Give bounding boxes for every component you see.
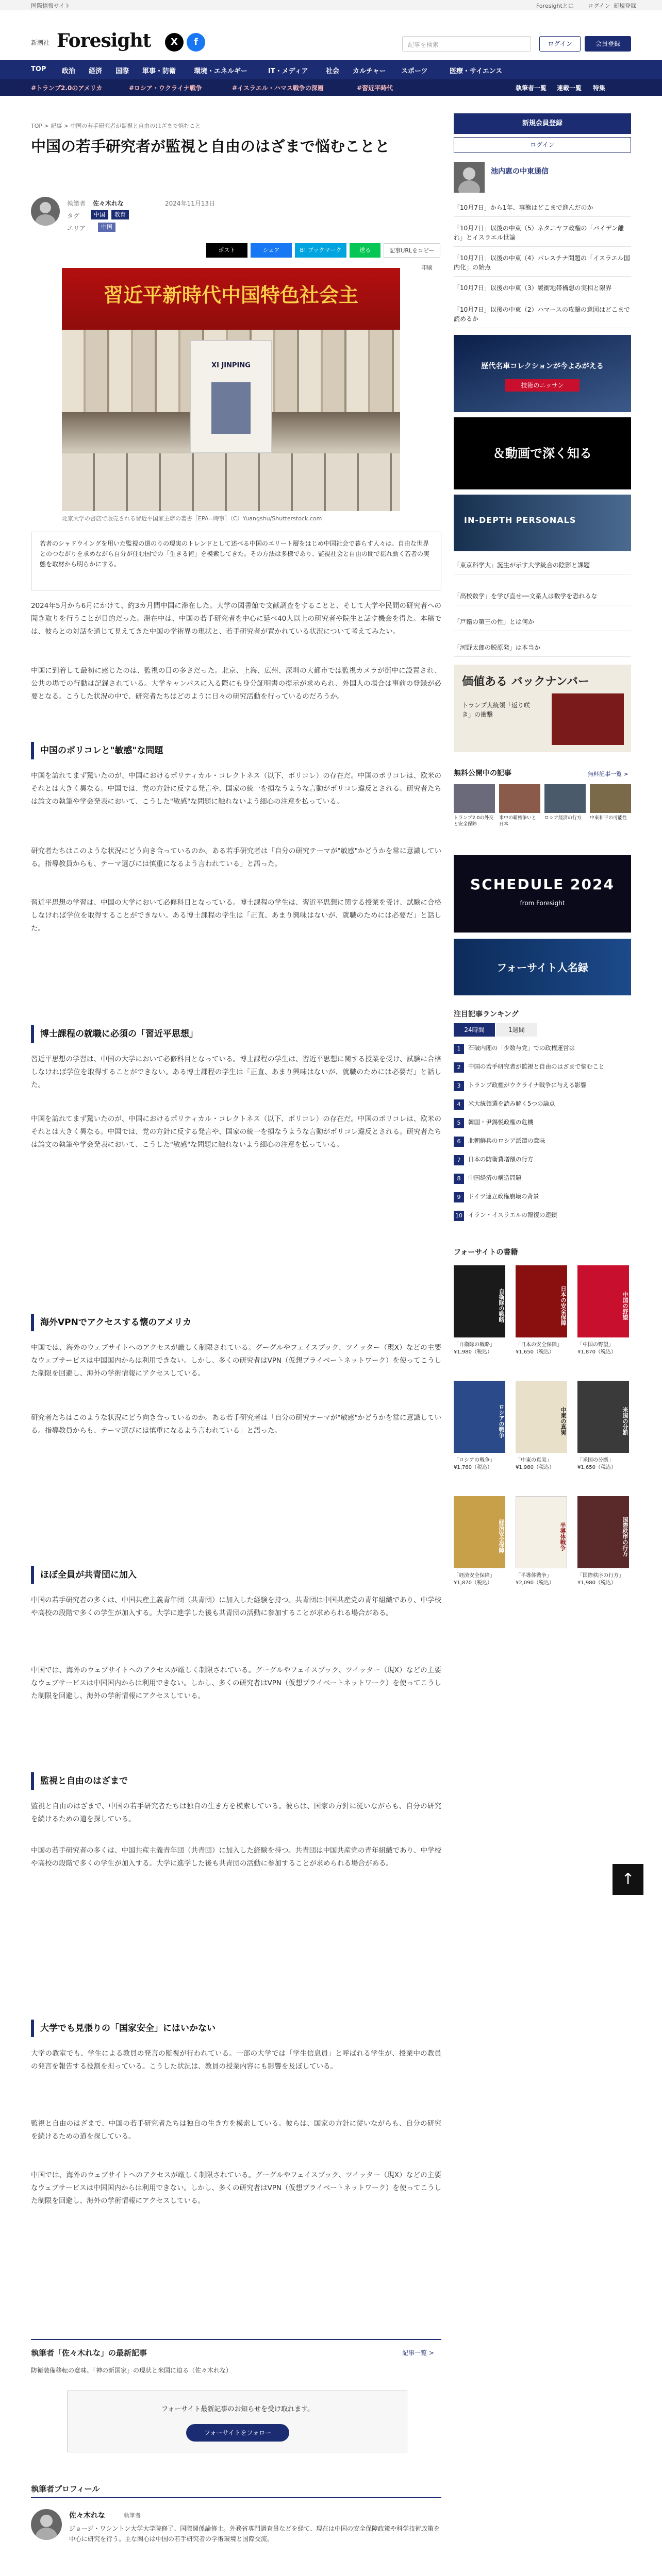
- tag-label: タグ: [67, 212, 80, 219]
- facebook-icon[interactable]: f: [187, 33, 205, 52]
- section-heading: 監視と自由のはざまで: [31, 1772, 441, 1790]
- share-facebook-button[interactable]: シェア: [251, 243, 292, 258]
- book-caption[interactable]: 「半導体戦争」 ¥2,090（税込）: [516, 1573, 554, 1586]
- book-cover[interactable]: 中国の野望: [577, 1265, 629, 1337]
- book-cover[interactable]: 半導体戦争: [516, 1496, 567, 1568]
- body-paragraph: 中国の若手研究者の多くは、中国共産主義青年団（共青団）に加入した経験を持つ。共青団は中国共産党の青年組織であり、中学校や高校の段階で多くの学生が加入する。大学に進学した後も共青団の活動に参加することが求められる場合がある。: [31, 1596, 441, 1617]
- body-paragraph: 大学の教室でも、学生による教員の発言の監視が行われている。一部の大学では「学生信息員」と呼ばれる学生が、授業中の教員の発言を報告する役割を担っている。こうした状況は、教員の授業内容にも影響を及ぼしている。: [31, 2049, 441, 2071]
- article-title: 中国の若手研究者が監視と自由のはざまで悩むことと: [31, 138, 390, 155]
- body-paragraph: 研究者たちはこのような状況にどう向き合っているのか。ある若手研究者は「自分の研究テーマが"敏感"かどうかを常に意識している。指導教員からも、テーマ選びには慎重になるよう言われている」と語った。: [31, 847, 441, 868]
- column-item[interactable]: 「10月7日」以後の中東（4）パレスチナ問題の「イスラエル国内化」の始点: [454, 249, 631, 277]
- area-label: エリア: [67, 225, 86, 232]
- body-paragraph: 監視と自由のはざまで、中国の若手研究者たちは独自の生き方を模索している。彼らは、国家の方針に従いながらも、自分の研究を続けるための道を探している。: [31, 2120, 441, 2141]
- persons-title: フォーサイト人名録: [496, 961, 588, 974]
- section-heading: 博士課程の就職に必須の「習近平思想」: [31, 1025, 441, 1043]
- nav-item-sports[interactable]: スポーツ: [401, 67, 428, 75]
- section-heading: 大学でも見張りの「国家安全」にはいかない: [31, 2020, 441, 2037]
- book-caption[interactable]: 「中東の真実」 ¥1,980（税込）: [516, 1458, 554, 1470]
- column-item[interactable]: 「10月7日」以後の中東（5）ネタニヤフ政権の「バイデン離れ」とイスラエル世論: [454, 219, 631, 247]
- body-paragraph: 中国では、海外のウェブサイトへのアクセスが厳しく制限されている。グーグルやフェイスブック、ツイッター（現X）などの主要なウェブサービスは中国国内からは利用できない。しかし、多くの研究者はVPN（仮想プライベートネットワーク）を使ってこうした制限を回避し、海外の学術情報にアクセスしている。: [31, 1666, 441, 1700]
- profile-name[interactable]: 佐々木れな: [69, 2512, 105, 2520]
- rank-number: 3: [454, 1081, 464, 1091]
- schedule-title: SCHEDULE 2024: [470, 876, 615, 893]
- video-banner[interactable]: [454, 417, 631, 489]
- book-caption[interactable]: 「国際秩序の行方」 ¥1,980（税込）: [577, 1573, 624, 1586]
- free-article-title[interactable]: ロシア経済の行方: [544, 816, 582, 821]
- header-login-button[interactable]: ログイン: [539, 36, 581, 52]
- ranking-tab-24h[interactable]: 24時間: [454, 1023, 495, 1037]
- body-paragraph: 中国では、海外のウェブサイトへのアクセスが厳しく制限されている。グーグルやフェイスブック、ツイッター（現X）などの主要なウェブサービスは中国国内からは利用できない。しかし、多くの研究者はVPN（仮想プライベートネットワーク）を使ってこうした制限を回避し、海外の学術情報にアクセスしている。: [31, 1344, 441, 1378]
- book-stacks: [62, 453, 400, 511]
- site-logo[interactable]: Foresight: [57, 30, 151, 52]
- publisher-name: 新潮社: [31, 39, 50, 46]
- rank-number: 5: [454, 1118, 464, 1128]
- rank-number: 4: [454, 1099, 464, 1110]
- sidebar-register-button[interactable]: 新規会員登録: [454, 113, 631, 134]
- author-name[interactable]: 佐々木れな: [93, 200, 124, 207]
- book-cover[interactable]: 米国の分断: [577, 1381, 629, 1453]
- nav-item-politics[interactable]: 政治: [62, 67, 76, 75]
- in-depth-title: IN-DEPTH PERSONALS: [464, 515, 576, 525]
- about-link[interactable]: Foresightとは: [536, 3, 574, 9]
- rank-number: 2: [454, 1062, 464, 1073]
- x-icon[interactable]: X: [165, 33, 184, 52]
- rank-number: 8: [454, 1174, 464, 1184]
- series-link[interactable]: 連載一覧: [557, 84, 582, 92]
- rank-item[interactable]: 中国の若手研究者が監視と自由のはざまで悩むこと: [468, 1063, 605, 1070]
- profile-heading: 執筆者プロフィール: [31, 2483, 441, 2498]
- copy-url-button[interactable]: 記事URLをコピー: [384, 243, 440, 258]
- topic-russia-ukraine[interactable]: #ロシア・ウクライナ戦争: [129, 84, 202, 92]
- rank-item[interactable]: 日本の防衛費増額の行方: [468, 1156, 534, 1163]
- share-x-button[interactable]: ポスト: [206, 243, 247, 258]
- header-register-button[interactable]: 会員登録: [585, 36, 631, 52]
- article-list-link[interactable]: 記事一覧 >: [402, 2349, 434, 2357]
- hero-banner-text: 習近平新時代中国特色社会主: [103, 283, 358, 307]
- sidebar-news-item[interactable]: 「高校数学」を学び直せ──文系人は数学を恐れるな: [454, 587, 631, 605]
- body-paragraph: 研究者たちはこのような状況にどう向き合っているのか。ある若手研究者は「自分の研究テーマが"敏感"かどうかを常に意識している。指導教員からも、テーマ選びには慎重になるよう言われている」と語った。: [31, 1414, 441, 1435]
- nav-item-top[interactable]: TOP: [31, 65, 46, 73]
- sidebar-news-item[interactable]: 「東京科学大」誕生が示す大学統合の陰影と課題: [454, 556, 631, 574]
- free-article-title[interactable]: 中東和平の可能性: [590, 816, 627, 821]
- rank-number: 7: [454, 1155, 464, 1165]
- hero-caption: 北京大学の書店で販売される習近平国家主席の著書［EPA=時事］（C）Yuangshu/Shutterstock.com: [62, 515, 322, 522]
- follow-box-text: フォーサイト最新記事のお知らせを受け取れます。: [161, 2405, 314, 2413]
- follow-button[interactable]: フォーサイトをフォロー: [186, 2424, 289, 2442]
- profile-role: 執筆者: [124, 2512, 141, 2519]
- book-caption[interactable]: 「ロシアの戦争」 ¥1,760（税込）: [454, 1458, 495, 1470]
- columnist-photo: [454, 162, 485, 193]
- ad-banner-title: 歴代名車コレクションが今よみがえる: [481, 362, 604, 370]
- area-chip[interactable]: 中国: [98, 223, 115, 232]
- rank-item[interactable]: イラン・イスラエルの報復の連鎖: [468, 1211, 557, 1218]
- features-link[interactable]: 特集: [593, 84, 606, 92]
- section-heading: 中国のポリコレと"敏感"な問題: [31, 742, 441, 759]
- topic-trump[interactable]: #トランプ2.0のアメリカ: [31, 84, 103, 92]
- rank-item[interactable]: 韓国・尹錫悦政権の危機: [468, 1118, 534, 1126]
- body-paragraph: 中国の若手研究者の多くは、中国共産主義青年団（共青団）に加入した経験を持つ。共青団は中国共産党の青年組織であり、中学校や高校の段階で多くの学生が加入する。大学に進学した後も共青団の活動に参加することが求められる場合がある。: [31, 1846, 441, 1868]
- search-input[interactable]: 記事を検索: [402, 36, 531, 52]
- latest-article-item[interactable]: 防衛装備移転の意味、「神の新国家」の現状と米国に迫る（佐々木れな）: [31, 2367, 233, 2374]
- schedule-banner[interactable]: [454, 855, 631, 933]
- nav-item-international[interactable]: 国際: [115, 67, 129, 75]
- body-paragraph: 習近平思想の学習は、中国の大学において必修科目となっている。博士課程の学生は、習近平思想に関する授業を受け、試験に合格しなければ学位を取得することができない。ある博士課程の学生は「正直、あまり興味はないが、就職のためには必要だ」と話した。: [31, 899, 441, 933]
- profile-text: ジョージ・ワシントン大学大学院修了、国際関係論修士。外務省専門調査員などを経て、現在は中国の安全保障政策や科学技術政策を中心に研究を行う。主な関心は中国の若手研究者の学術環境と国際交流。: [69, 2525, 440, 2543]
- schedule-sub: from Foresight: [520, 900, 565, 907]
- body-paragraph: 中国を訪れてまず驚いたのが、中国におけるポリティカル・コレクトネス（以下、ポリコレ）の存在だ。中国のポリコレは、欧米のそれとは大きく異なる。中国では、党の方針に反する発言や、国家の統一を損なうような言動がポリコレ違反とされる。研究者たちは論文の執筆や学会発表において、こうした"敏感"な問題に触れないよう細心の注意を払っている。: [31, 1115, 441, 1149]
- nav-item-energy[interactable]: 環境・エネルギー: [194, 67, 248, 75]
- column-item[interactable]: 「10月7日」以後の中東（3）緩衝地帯構想の実相と限界: [454, 279, 631, 297]
- follow-box: [67, 2391, 407, 2452]
- rank-number: 6: [454, 1137, 464, 1147]
- free-article-thumb[interactable]: [544, 784, 586, 813]
- book-cover[interactable]: 経済安全保障: [454, 1496, 505, 1568]
- rank-number: 10: [454, 1211, 464, 1221]
- login-link[interactable]: ログイン: [588, 3, 610, 9]
- print-button[interactable]: 印刷: [412, 261, 441, 275]
- section-heading: 海外VPNでアクセスする懐のアメリカ: [31, 1314, 441, 1331]
- authors-link[interactable]: 執筆者一覧: [516, 84, 547, 92]
- backnumber-image: [552, 693, 624, 745]
- body-paragraph: 監視と自由のはざまで、中国の若手研究者たちは独自の生き方を模索している。彼らは、国家の方針に従いながらも、自分の研究を続けるための道を探している。: [31, 1802, 441, 1823]
- book-caption[interactable]: 「中国の野望」 ¥1,870（税込）: [577, 1342, 616, 1355]
- sidebar-news-item[interactable]: 「戸籍の第三の性」とは何か: [454, 613, 631, 631]
- column-title[interactable]: 池内恵の中東通信: [491, 167, 549, 176]
- book-caption[interactable]: 「経済安全保障」 ¥1,870（税込）: [454, 1573, 495, 1586]
- book-cover[interactable]: 中東の真実: [516, 1381, 567, 1453]
- site-label: 国際情報サイト: [31, 3, 71, 9]
- section-heading: ほぼ全員が共青団に加入: [31, 1566, 441, 1584]
- breadcrumb[interactable]: TOP > 記事 > 中国の若手研究者が監視と自由のはざまで悩むこと: [31, 123, 201, 129]
- author-avatar[interactable]: [31, 197, 60, 226]
- book-title: XI JINPING: [211, 362, 251, 369]
- rank-number: 1: [454, 1044, 464, 1054]
- rank-item[interactable]: トランプ政権がウクライナ戦争に与える影響: [468, 1081, 587, 1089]
- rank-item[interactable]: ドイツ連立政権崩壊の背景: [468, 1193, 539, 1200]
- free-articles-heading: 無料公開中の記事: [454, 769, 511, 777]
- in-depth-banner[interactable]: [454, 495, 631, 551]
- ad-banner-sub: 技術のニッサン: [505, 379, 580, 392]
- publish-date: 2024年11月13日: [165, 200, 216, 207]
- column-item[interactable]: 「10月7日」から1年、事態はどこまで進んだのか: [454, 199, 631, 217]
- register-link[interactable]: 新規登録: [614, 3, 636, 9]
- book-cover[interactable]: 自衛隊の戦略: [454, 1265, 505, 1337]
- top-utility-bar: [0, 0, 662, 10]
- backnumber-title: 価値ある バックナンバー: [462, 675, 590, 688]
- book-cover: [190, 340, 272, 453]
- topic-nav: [0, 79, 662, 96]
- article-summary: 若者のシャドウイングを用いた監視の道のりの現実のトレンドとして述べる中国のエリート層をはじめ中国社会で暮らす人々は、自由な世界とのつながりを求めながら自分が住む国での「生きる術」を模索してきた。その方法は多様であり、監視社会と自由の間で揺れ動く若者の実態を取材から明らかにする。: [31, 532, 441, 590]
- book-cover[interactable]: 国際秩序の行方: [577, 1496, 629, 1568]
- book-portrait: [211, 382, 251, 434]
- book-caption[interactable]: 「自衛隊の戦略」 ¥1,980（税込）: [454, 1342, 495, 1355]
- brand-header: [0, 10, 662, 60]
- book-caption[interactable]: 「米国の分断」 ¥1,650（税込）: [577, 1458, 616, 1470]
- share-hatena-button[interactable]: B! ブックマーク: [295, 243, 346, 258]
- backnumber-sub: トランプ大統領「返り咲き」の衝撃: [462, 702, 531, 718]
- nav-item-society[interactable]: 社会: [326, 67, 340, 75]
- rank-number: 9: [454, 1192, 464, 1202]
- author-label: 執筆者: [67, 200, 86, 207]
- nav-item-economy[interactable]: 経済: [89, 67, 103, 75]
- main-nav: [0, 60, 662, 79]
- tag-chip-education[interactable]: 教育: [111, 210, 129, 219]
- nav-item-defense[interactable]: 軍事・防衛: [142, 67, 176, 75]
- book-cover[interactable]: ロシアの戦争: [454, 1381, 505, 1453]
- nav-item-culture[interactable]: カルチャー: [353, 67, 386, 75]
- body-paragraph: 習近平思想の学習は、中国の大学において必修科目となっている。博士課程の学生は、習近平思想に関する授業を受け、試験に合格しなければ学位を取得することができない。ある博士課程の学生は「正直、あまり興味はないが、就職のためには必要だ」と話した。: [31, 1055, 441, 1089]
- rank-item[interactable]: 石破内閣の「少数与党」での政権運営は: [468, 1044, 575, 1052]
- video-banner-title: ＆動画で深く知る: [493, 446, 592, 461]
- book-caption[interactable]: 「日本の安全保障」 ¥1,650（税込）: [516, 1342, 562, 1355]
- hero-image: [62, 268, 400, 511]
- free-article-thumb[interactable]: [499, 784, 540, 813]
- free-articles-more[interactable]: 無料記事一覧 >: [588, 771, 628, 777]
- book-cover[interactable]: 日本の安全保障: [516, 1265, 567, 1337]
- body-paragraph: 中国を訪れてまず驚いたのが、中国におけるポリティカル・コレクトネス（以下、ポリコレ）の存在だ。中国のポリコレは、欧米のそれとは大きく異なる。中国では、党の方針に反する発言や、国家の統一を損なうような言動がポリコレ違反とされる。研究者たちは論文の執筆や学会発表において、こうした"敏感"な問題に触れないよう細心の注意を払っている。: [31, 772, 441, 806]
- rank-item[interactable]: 北朝鮮兵のロシア派遣の意味: [468, 1137, 545, 1144]
- free-article-thumb[interactable]: [454, 784, 495, 813]
- sidebar-news-item[interactable]: 「河野太郎の脱原発」は本当か: [454, 639, 631, 657]
- body-paragraph: 中国では、海外のウェブサイトへのアクセスが厳しく制限されている。グーグルやフェイスブック、ツイッター（現X）などの主要なウェブサービスは中国国内からは利用できない。しかし、多くの研究者はVPN（仮想プライベートネットワーク）を使ってこうした制限を回避し、海外の学術情報にアクセスしている。: [31, 2171, 441, 2205]
- latest-articles-heading: 執筆者「佐々木れな」の最新記事: [31, 2348, 147, 2358]
- books-heading: フォーサイトの書籍: [454, 1248, 518, 1257]
- topic-xi-era[interactable]: #習近平時代: [357, 84, 393, 92]
- rank-item[interactable]: 米大統領選を読み解く5つの論点: [468, 1100, 555, 1107]
- backnumber-banner[interactable]: [454, 665, 631, 752]
- share-line-button[interactable]: 送る: [350, 243, 380, 258]
- profile-avatar: [31, 2509, 62, 2540]
- tag-chip-china[interactable]: 中国: [91, 210, 108, 219]
- ranking-heading: 注目記事ランキング: [454, 1010, 519, 1019]
- nav-item-media[interactable]: IT・メディア: [268, 67, 308, 75]
- free-article-title[interactable]: 米中の覇権争いと日本: [499, 816, 537, 827]
- divider: [31, 2339, 441, 2340]
- topic-israel-hamas[interactable]: #イスラエル・ハマス戦争の深層: [232, 84, 324, 92]
- ranking-tab-week[interactable]: 1週間: [496, 1023, 537, 1037]
- persons-banner[interactable]: [454, 939, 631, 995]
- sidebar-login-button[interactable]: ログイン: [454, 137, 631, 152]
- free-article-title[interactable]: トランプ2.0の外交と安全保障: [454, 816, 494, 827]
- column-item[interactable]: 「10月7日」以後の中東（2）ハマースの攻撃の意図はどこまで読めるか: [454, 301, 631, 328]
- nav-item-science[interactable]: 医療・サイエンス: [450, 67, 503, 75]
- ad-banner-nissan[interactable]: [454, 335, 631, 412]
- body-paragraph: 2024年5月から6月にかけて、約3カ月間中国に滞在した。大学の図書館で文献調査をすることと、そして大学や民間の研究者への聞き取りを行うことが目的だった。滞在中は、中国の若手研究者を中心に延べ40人以上の研究者や院生と話す機会を得た。本稿では、彼らとの対話を通じて見えてきた中国の学術界の現状と、若手研究者が置かれている状況について考えてみたい。: [31, 602, 441, 636]
- free-article-thumb[interactable]: [590, 784, 631, 813]
- rank-item[interactable]: 中国経済の構造問題: [468, 1174, 522, 1181]
- body-paragraph: 中国に到着して最初に感じたのは、監視の目の多さだった。北京、上海、広州、深圳の大都市では監視カメラが街中に設置され、公共の場での行動は記録されている。大学キャンパスに入る際にも身分証明書の提示が求められ、外国人の場合は事前の登録が必要となる。こうした状況の中で、研究者たちはどのように日々の研究活動を行っているのだろうか。: [31, 667, 441, 701]
- scroll-to-top-icon[interactable]: ↑: [613, 1864, 643, 1895]
